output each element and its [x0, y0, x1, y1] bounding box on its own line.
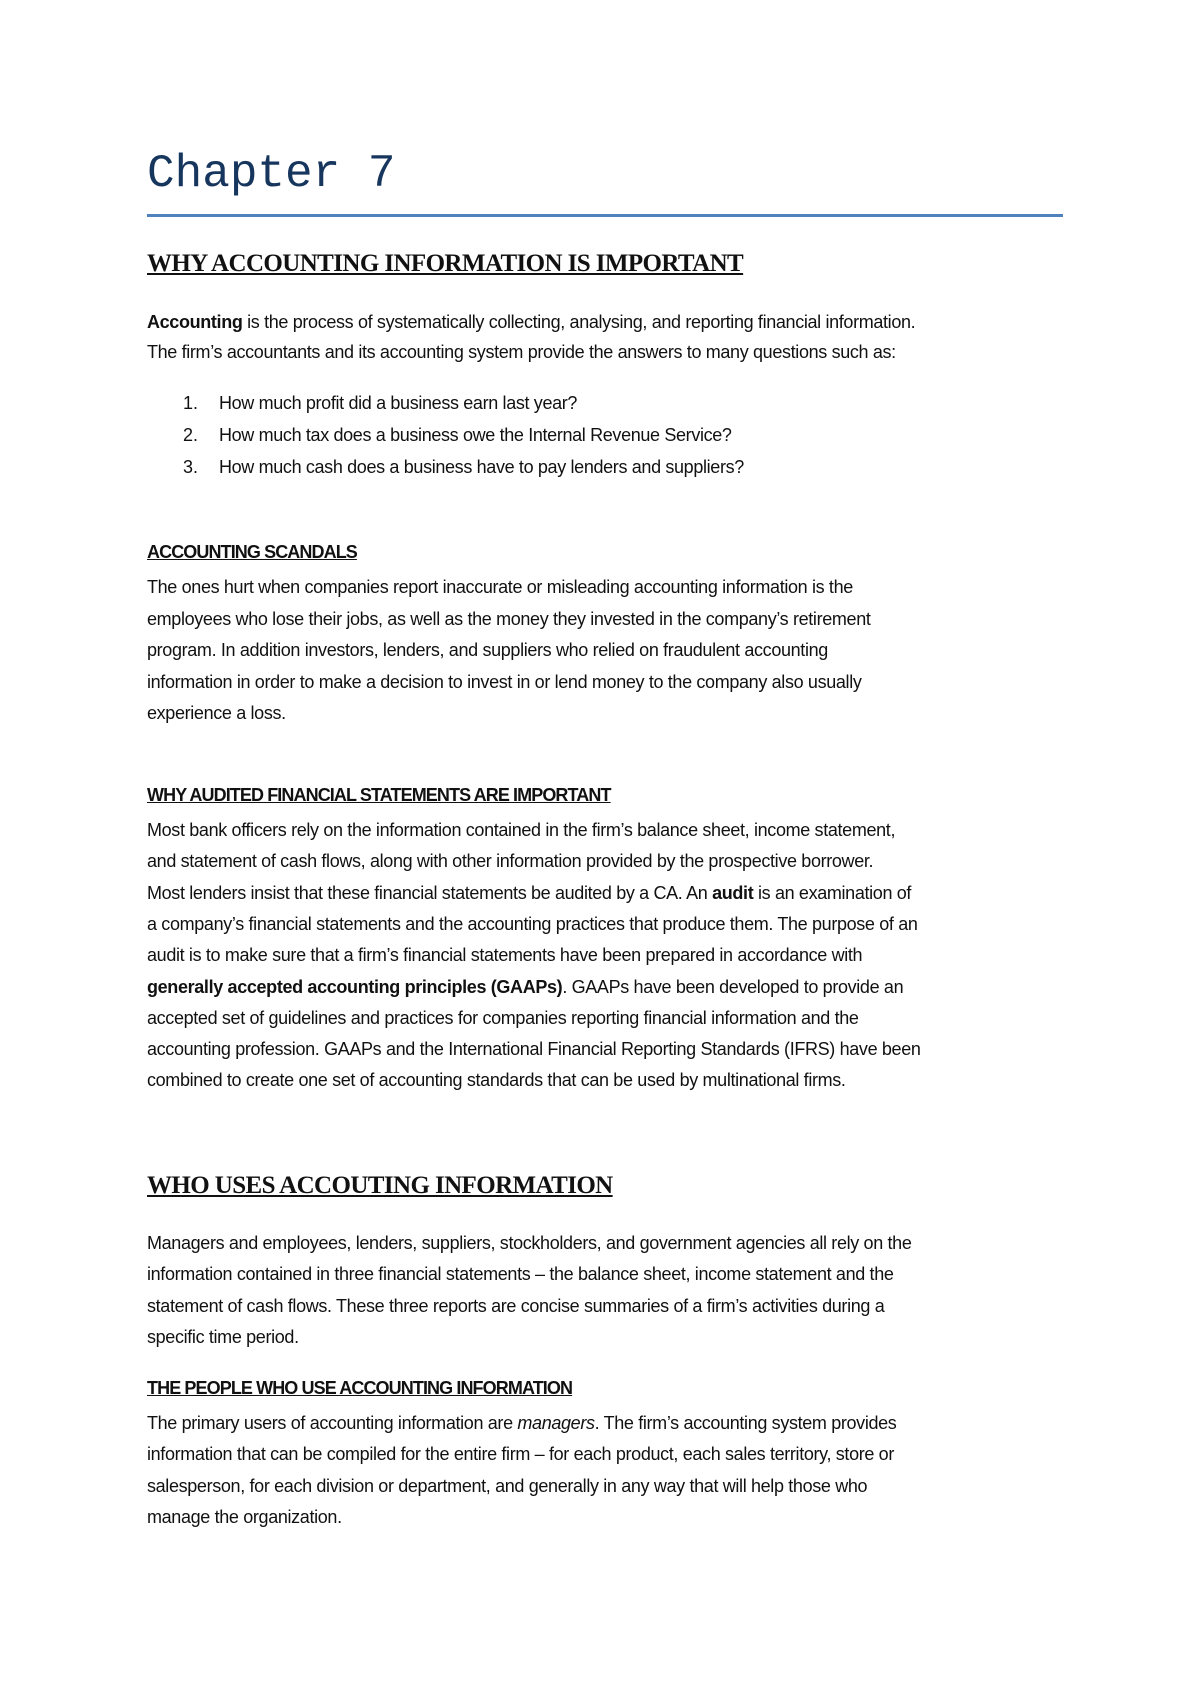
section-heading: WHY AUDITED FINANCIAL STATEMENTS ARE IMPORTANT: [147, 785, 611, 805]
title-rule: [147, 214, 1063, 217]
text-run: experience a loss.: [147, 703, 286, 723]
bold-term: Accounting: [147, 312, 243, 332]
paragraph-line: [147, 1007, 859, 1029]
paragraph-line: [147, 1326, 299, 1348]
section-heading: THE PEOPLE WHO USE ACCOUNTING INFORMATION: [147, 1378, 573, 1398]
text-run: Most bank officers rely on the information contained in the firm’s balance sheet, income statement,: [147, 820, 896, 840]
paragraph-line: [147, 1412, 896, 1434]
section-heading: WHY ACCOUNTING INFORMATION IS IMPORTANT: [147, 250, 744, 277]
paragraph-line: [147, 819, 895, 841]
paragraph-line: [147, 671, 862, 693]
paragraph-line: [147, 1506, 342, 1528]
text-run: Most lenders insist that these financial statements be audited by a CA. An: [147, 882, 713, 903]
list-number: 1.: [183, 393, 199, 413]
paragraph-line: [147, 1263, 894, 1285]
text-run: statement of cash flows. These three reports are concise summaries of a firm’s activities during a: [147, 1295, 885, 1316]
text-run: accepted set of guidelines and practices for companies reporting financial information and the: [147, 1007, 859, 1028]
text-run: and statement of cash flows, along with other information provided by the prospective borrower.: [147, 851, 874, 872]
paragraph-line: [147, 976, 903, 998]
italic-term: managers: [517, 1413, 595, 1433]
text-run: specific time period.: [147, 1326, 299, 1347]
text-run: The primary users of accounting information are: [147, 1413, 518, 1433]
paragraph-line: [147, 1295, 884, 1317]
paragraph-line: [147, 576, 853, 598]
section-heading: WHO USES ACCOUTING INFORMATION: [147, 1172, 613, 1199]
text-run: . The firm’s accounting system provides: [594, 1413, 897, 1433]
paragraph-line: [147, 882, 911, 904]
list-number: 2.: [183, 425, 199, 445]
text-run: information contained in three financial statements – the balance sheet, income statement and the: [147, 1264, 894, 1285]
text-run: information that can be compiled for the entire firm – for each product, each sales territory, store or: [147, 1444, 894, 1465]
paragraph-line: [147, 608, 871, 630]
list-number: 3.: [183, 457, 199, 477]
paragraph-line: [147, 1475, 867, 1497]
paragraph-line: [147, 1038, 921, 1060]
paragraph-line: [147, 639, 828, 661]
text-run: accounting profession. GAAPs and the International Financial Reporting Standards (IFRS) have been: [147, 1039, 921, 1060]
paragraph-line: [147, 913, 918, 935]
text-run: Managers and employees, lenders, suppliers, stockholders, and government agencies all rely on the: [147, 1233, 912, 1253]
text-run: The ones hurt when companies report inaccurate or misleading accounting information is the: [147, 577, 853, 597]
text-run: manage the organization.: [147, 1506, 342, 1527]
section-heading: ACCOUNTING SCANDALS: [147, 542, 357, 562]
paragraph-line: [147, 702, 286, 724]
paragraph-line: [147, 341, 896, 363]
text-run: is the process of systematically collecting, analysing, and reporting financial information.: [242, 312, 916, 332]
text-run: employees who lose their jobs, as well as the money they invested in the company’s retirement: [147, 608, 871, 629]
list-item: How much cash does a business have to pay lenders and suppliers?: [219, 457, 744, 477]
text-run: a company’s financial statements and the accounting practices that produce them. The purpose of an: [147, 913, 918, 934]
text-run: salesperson, for each division or department, and generally in any way that will help those who: [147, 1475, 868, 1496]
chapter-title: Chapter 7: [147, 148, 396, 200]
text-run: combined to create one set of accounting standards that can be used by multinational firms.: [147, 1070, 846, 1091]
text-run: is an examination of: [753, 882, 912, 903]
text-run: . GAAPs have been developed to provide an: [562, 976, 904, 997]
paragraph-line: [147, 850, 873, 872]
bold-term: generally accepted accounting principles (GAAPs): [147, 976, 563, 997]
paragraph-line: [147, 1443, 894, 1465]
list-item: How much tax does a business owe the Internal Revenue Service?: [219, 425, 732, 445]
bold-term: audit: [712, 882, 754, 903]
paragraph-line: [147, 311, 915, 333]
paragraph-line: [147, 1232, 912, 1254]
paragraph-line: [147, 944, 862, 966]
text-run: program. In addition investors, lenders, and suppliers who relied on fraudulent accounting: [147, 640, 828, 660]
paragraph-line: [147, 1069, 846, 1091]
text-run: The firm’s accountants and its accounting system provide the answers to many questions such as:: [147, 342, 896, 362]
list-item: How much profit did a business earn last year?: [219, 393, 578, 413]
text-run: information in order to make a decision to invest in or lend money to the company also usually: [147, 671, 862, 692]
text-run: audit is to make sure that a firm’s financial statements have been prepared in accordance with: [147, 945, 863, 966]
